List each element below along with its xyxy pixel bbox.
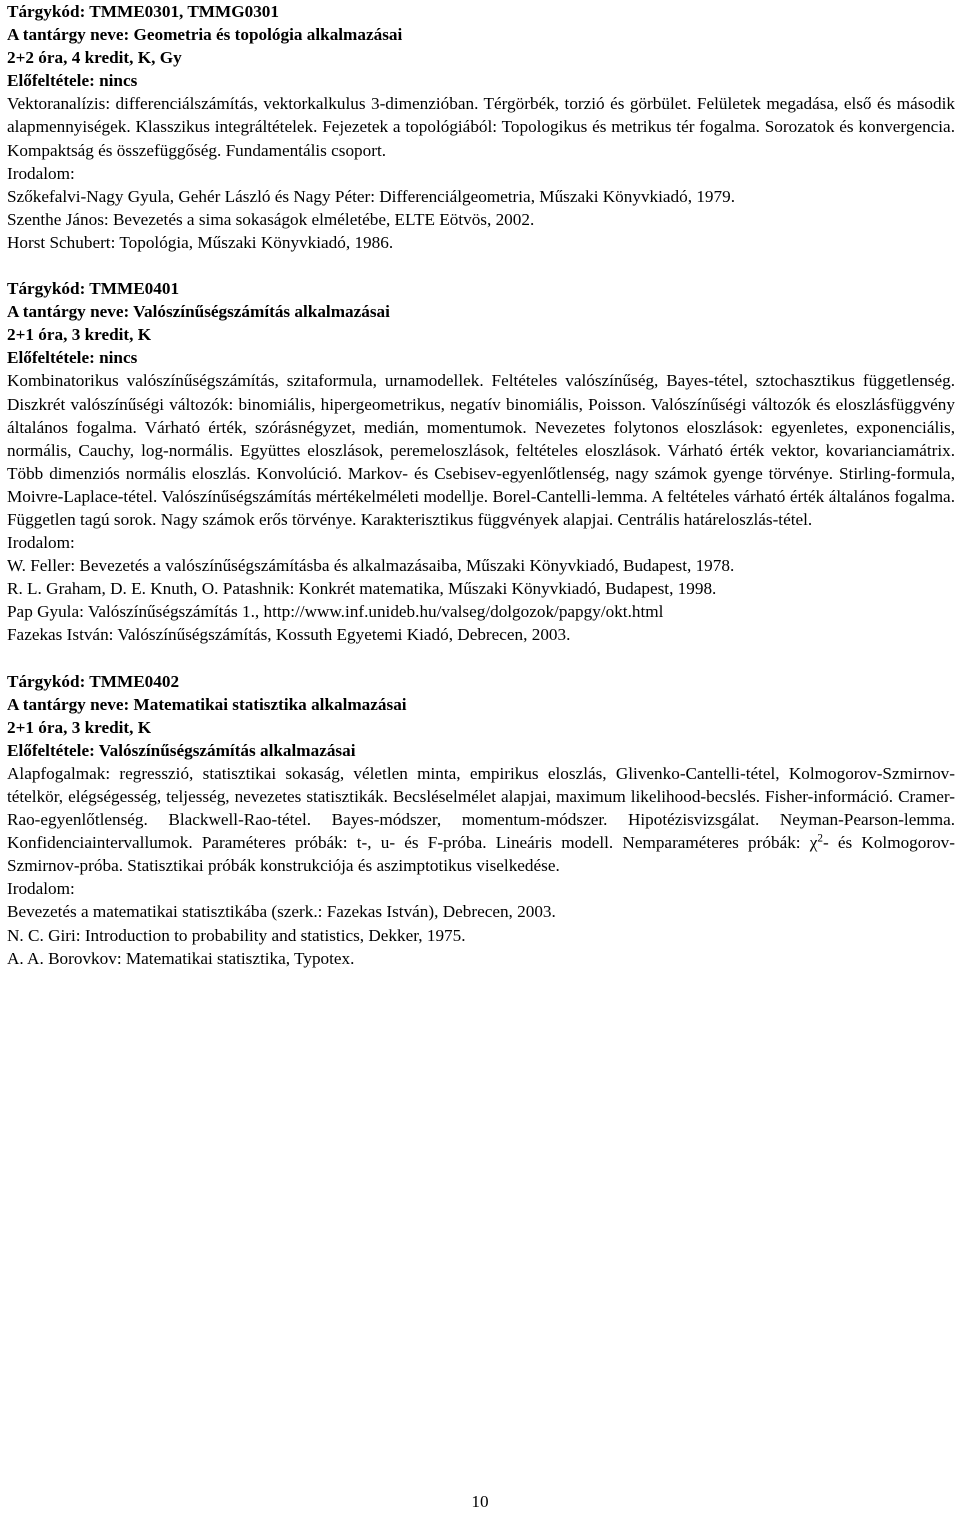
reference-item: Szőkefalvi-Nagy Gyula, Gehér László és Nagy Péter: Differenciálgeometria, Műszaki Könyvkiadó, 1979.: [7, 186, 736, 206]
course-prereq: Előfeltétele: Valószínűségszámítás alkalmazásai: [7, 740, 356, 760]
literature-label: Irodalom:: [7, 163, 75, 183]
course-prereq: Előfeltétele: nincs: [7, 348, 138, 368]
course-block-tmme0301: [7, 0, 955, 254]
reference-item: W. Feller: Bevezetés a valószínűségszámításba és alkalmazásaiba, Műszaki Könyvkiadó, Budapest, 1978.: [7, 556, 735, 576]
course-name: A tantárgy neve: Valószínűségszámítás alkalmazásai: [7, 302, 390, 322]
course-name: A tantárgy neve: Matematikai statisztika alkalmazásai: [7, 694, 407, 714]
course-description: [7, 762, 955, 877]
course-block-tmme0401: [7, 277, 955, 647]
course-code: Tárgykód: TMME0402: [7, 671, 180, 691]
reference-item: Fazekas István: Valószínűségszámítás, Kossuth Egyetemi Kiadó, Debrecen, 2003.: [7, 625, 571, 645]
document-page: [7, 0, 955, 970]
reference-item: Horst Schubert: Topológia, Műszaki Könyvkiadó, 1986.: [7, 232, 394, 252]
course-code: Tárgykód: TMME0301, TMMG0301: [7, 2, 279, 21]
page-number: 10: [471, 1492, 489, 1511]
course-hours: 2+2 óra, 4 kredit, K, Gy: [7, 48, 182, 68]
course-hours: 2+1 óra, 3 kredit, K: [7, 325, 152, 345]
reference-item: Szenthe János: Bevezetés a sima sokaságok elméletébe, ELTE Eötvös, 2002.: [7, 209, 535, 229]
course-code: Tárgykód: TMME0401: [7, 279, 180, 299]
course-hours: 2+1 óra, 3 kredit, K: [7, 717, 152, 737]
reference-item: R. L. Graham, D. E. Knuth, O. Patashnik: Konkrét matematika, Műszaki Könyvkiadó, Budapest, 1998.: [7, 579, 717, 599]
description-text: - és Kolmogorov-Szmirnov-próba. Statisztikai próbák konstrukciója és aszimptotikus viselkedése.: [7, 833, 955, 876]
reference-item: N. C. Giri: Introduction to probability and statistics, Dekker, 1975.: [7, 925, 466, 945]
course-name: A tantárgy neve: Geometria és topológia alkalmazásai: [7, 25, 403, 45]
literature-label: Irodalom:: [7, 879, 75, 899]
reference-item: Bevezetés a matematikai statisztikába (szerk.: Fazekas István), Debrecen, 2003.: [7, 902, 556, 922]
course-description: Kombinatorikus valószínűségszámítás, szitaformula, urnamodellek. Feltételes valószínűség, Bayes-tétel, sztochasztikus függetlenség. Diszkrét valószínűségi változók: binomiális, hipergeometrikus, negatív binomiális, Poisson. Valószínűségi változók és eloszlásfüggvény általános fogalma. Várható érték, szórásnégyzet, medián, momentumok. Nevezetes folytonos eloszlások: egyenletes, exponenciális, normális, Cauchy, log-normális. Együttes eloszlások, peremeloszlások, feltételes eloszlások. Várható érték vektor, kovarianciamátrix. Több dimenziós normális eloszlás. Konvolúció. Markov- és Csebisev-egyenlőtlenség, nagy számok gyenge törvénye. Stirling-formula, Moivre-Laplace-tétel. Valószínűségszámítás mértékelméleti modellje. Borel-Cantelli-lemma. A feltételes várható érték általános fogalma. Független tagú sorok. Nagy számok erős törvénye. Karakterisztikus függvények alapjai. Centrális határeloszlás-tétel.: [7, 371, 955, 529]
literature-label: Irodalom:: [7, 533, 75, 553]
course-description: Vektoranalízis: differenciálszámítás, vektorkalkulus 3-dimenzióban. Térgörbék, torzió és görbület. Felületek megadása, első és második alapmennyiségek. Klasszikus integráltételek. Fejezetek a topológiából: Topologikus és metrikus tér fogalma. Sorozatok és konvergencia. Kompaktság és összefüggőség. Fundamentális csoport.: [7, 94, 955, 160]
chi-square-exponent: 2: [817, 832, 823, 845]
reference-item: A. A. Borovkov: Matematikai statisztika, Typotex.: [7, 948, 355, 968]
course-block-tmme0402: [7, 670, 955, 970]
course-prereq: Előfeltétele: nincs: [7, 71, 138, 91]
description-text: Alapfogalmak: regresszió, statisztikai sokaság, véletlen minta, empirikus eloszlás, Glivenko-Cantelli-tétel, Kolmogorov-Szmirnov-tételkör, elégségesség, teljesség, nevezetes statisztikák. Becsléselmélet alapjai, maximum likelihood-becslés. Fisher-információ. Cramer-Rao-egyenlőtlenség. Blackwell-Rao-tétel. Bayes-módszer, momentum-módszer. Hipotézisvizsgálat. Neyman-Pearson-lemma. Konfidenciaintervallumok. Paraméteres próbák: t-, u- és F-próba. Lineáris modell. Nemparaméteres próbák: χ: [7, 763, 955, 853]
reference-item: Pap Gyula: Valószínűségszámítás 1., http://www.inf.unideb.hu/valseg/dolgozok/papgy/okt.html: [7, 602, 664, 622]
